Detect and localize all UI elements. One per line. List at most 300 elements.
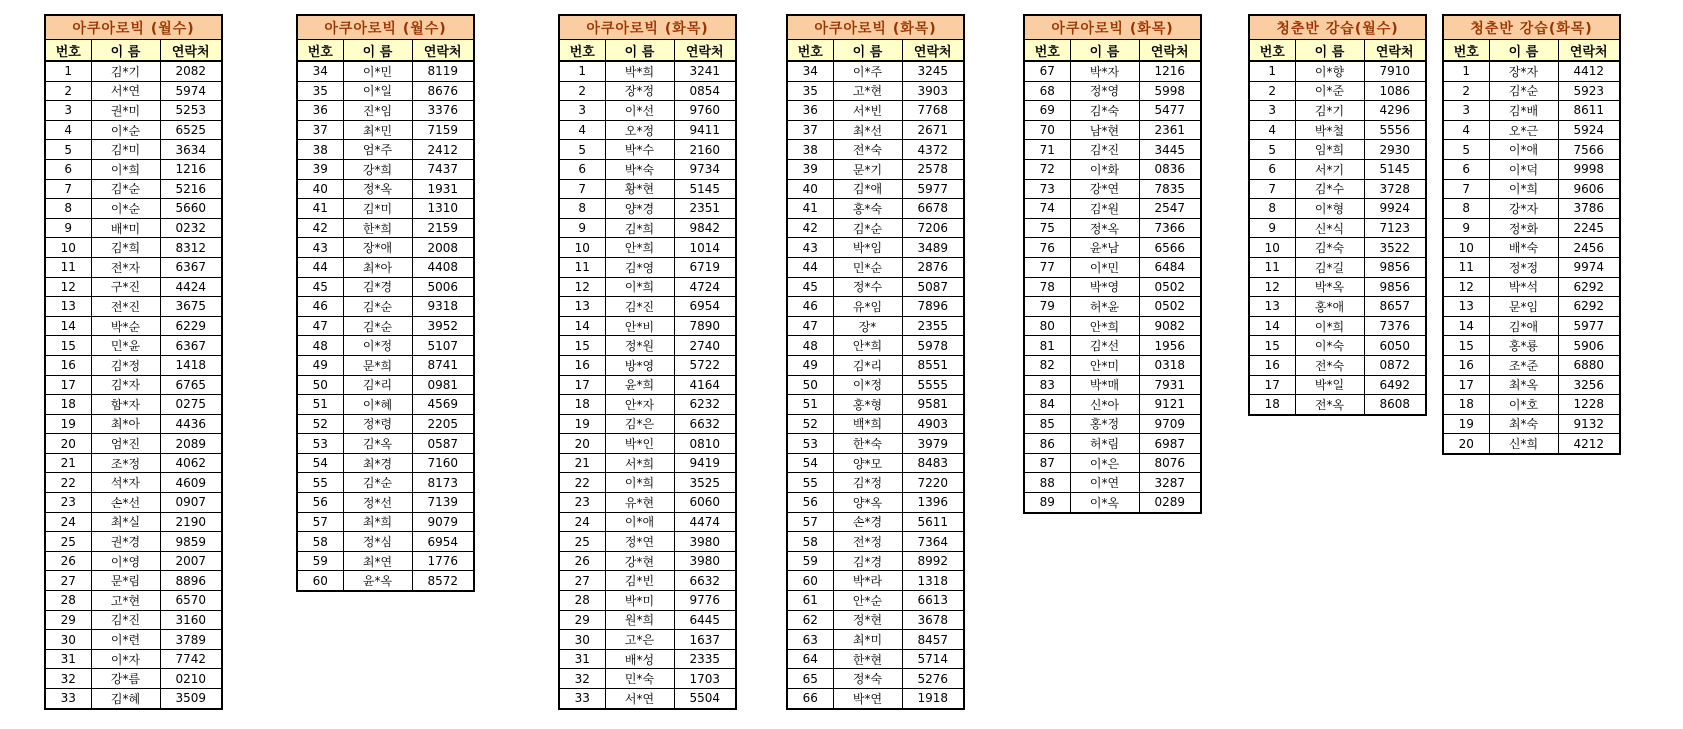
cell-number: 46 bbox=[787, 297, 833, 317]
cell-contact: 8312 bbox=[160, 238, 222, 258]
cell-number: 18 bbox=[559, 395, 605, 415]
cell-contact: 2351 bbox=[674, 199, 736, 219]
cell-number: 20 bbox=[559, 434, 605, 454]
table-row bbox=[1443, 81, 1620, 101]
col-header-number: 번호 bbox=[1024, 40, 1070, 62]
cell-number: 11 bbox=[1249, 257, 1295, 277]
cell-number: 44 bbox=[787, 257, 833, 277]
cell-name: 민*윤 bbox=[91, 336, 160, 356]
table-row bbox=[297, 277, 474, 297]
table-row bbox=[45, 375, 222, 395]
cell-number: 57 bbox=[787, 512, 833, 532]
table-row bbox=[1024, 434, 1201, 454]
cell-contact: 8608 bbox=[1364, 395, 1426, 415]
cell-number: 35 bbox=[297, 81, 343, 101]
cell-contact: 7910 bbox=[1364, 61, 1426, 81]
table-row bbox=[559, 689, 736, 709]
cell-contact: 9419 bbox=[674, 453, 736, 473]
table-row bbox=[45, 493, 222, 513]
cell-name: 윤*희 bbox=[605, 375, 674, 395]
table-row bbox=[559, 630, 736, 650]
cell-number: 51 bbox=[787, 395, 833, 415]
cell-contact: 7890 bbox=[674, 316, 736, 336]
cell-name: 최*희 bbox=[343, 512, 412, 532]
cell-number: 47 bbox=[297, 316, 343, 336]
cell-number: 45 bbox=[787, 277, 833, 297]
cell-contact: 8992 bbox=[902, 551, 964, 571]
cell-number: 37 bbox=[787, 120, 833, 140]
table-row bbox=[1024, 316, 1201, 336]
cell-number: 7 bbox=[45, 179, 91, 199]
cell-name: 정*현 bbox=[833, 610, 902, 630]
cell-name: 김*길 bbox=[1295, 257, 1364, 277]
col-header-number: 번호 bbox=[787, 40, 833, 62]
cell-number: 63 bbox=[787, 630, 833, 650]
cell-number: 2 bbox=[1443, 81, 1489, 101]
cell-name: 김*희 bbox=[91, 238, 160, 258]
cell-number: 60 bbox=[297, 571, 343, 591]
cell-number: 16 bbox=[1249, 355, 1295, 375]
cell-name: 강*희 bbox=[343, 159, 412, 179]
cell-name: 구*진 bbox=[91, 277, 160, 297]
table-row bbox=[1249, 395, 1426, 415]
table-title: 아쿠아로빅 (화목) bbox=[559, 15, 736, 40]
table-row bbox=[787, 238, 964, 258]
cell-name: 황*현 bbox=[605, 179, 674, 199]
table-row bbox=[45, 297, 222, 317]
table-row bbox=[297, 81, 474, 101]
table-row bbox=[1443, 159, 1620, 179]
cell-contact: 6954 bbox=[412, 532, 474, 552]
table-row bbox=[1249, 159, 1426, 179]
cell-number: 17 bbox=[1443, 375, 1489, 395]
cell-number: 3 bbox=[45, 101, 91, 121]
cell-name: 김*영 bbox=[605, 257, 674, 277]
table-row bbox=[559, 159, 736, 179]
cell-name: 서*희 bbox=[605, 453, 674, 473]
table-row bbox=[45, 610, 222, 630]
cell-number: 14 bbox=[559, 316, 605, 336]
cell-number: 76 bbox=[1024, 238, 1070, 258]
cell-number: 6 bbox=[1249, 159, 1295, 179]
cell-contact: 6232 bbox=[674, 395, 736, 415]
cell-contact: 9709 bbox=[1139, 414, 1201, 434]
cell-number: 21 bbox=[45, 453, 91, 473]
cell-number: 7 bbox=[559, 179, 605, 199]
col-header-contact: 연락처 bbox=[412, 40, 474, 62]
cell-contact: 5504 bbox=[674, 689, 736, 709]
cell-number: 12 bbox=[559, 277, 605, 297]
cell-name: 안*희 bbox=[833, 336, 902, 356]
cell-number: 16 bbox=[559, 355, 605, 375]
cell-contact: 4424 bbox=[160, 277, 222, 297]
table-row bbox=[1443, 199, 1620, 219]
cell-number: 74 bbox=[1024, 199, 1070, 219]
cell-number: 11 bbox=[559, 257, 605, 277]
cell-number: 29 bbox=[45, 610, 91, 630]
cell-number: 48 bbox=[297, 336, 343, 356]
cell-contact: 0587 bbox=[412, 434, 474, 454]
table-row bbox=[1443, 140, 1620, 160]
table-body bbox=[297, 61, 474, 591]
table-row bbox=[1024, 159, 1201, 179]
cell-name: 서*기 bbox=[1295, 159, 1364, 179]
table-title: 아쿠아로빅 (화목) bbox=[1024, 15, 1201, 40]
table-row bbox=[559, 81, 736, 101]
table-row bbox=[45, 414, 222, 434]
cell-contact: 3979 bbox=[902, 434, 964, 454]
cell-contact: 8551 bbox=[902, 355, 964, 375]
table-row bbox=[787, 257, 964, 277]
cell-name: 최*미 bbox=[833, 630, 902, 650]
cell-number: 26 bbox=[559, 551, 605, 571]
cell-contact: 4164 bbox=[674, 375, 736, 395]
cell-contact: 2245 bbox=[1558, 218, 1620, 238]
cell-name: 권*경 bbox=[91, 532, 160, 552]
cell-name: 이*화 bbox=[1070, 159, 1139, 179]
cell-name: 김*애 bbox=[1489, 316, 1558, 336]
cell-name: 홍*숙 bbox=[833, 199, 902, 219]
cell-number: 18 bbox=[45, 395, 91, 415]
table-row bbox=[297, 355, 474, 375]
cell-name: 장*애 bbox=[343, 238, 412, 258]
col-header-name: 이 름 bbox=[605, 40, 674, 62]
cell-name: 최*아 bbox=[91, 414, 160, 434]
cell-name: 이*애 bbox=[1489, 140, 1558, 160]
col-header-contact: 연락처 bbox=[1364, 40, 1426, 62]
cell-contact: 5276 bbox=[902, 669, 964, 689]
cell-name: 김*수 bbox=[1295, 179, 1364, 199]
cell-number: 13 bbox=[1249, 297, 1295, 317]
table-row bbox=[787, 649, 964, 669]
table-row bbox=[45, 140, 222, 160]
table-row bbox=[787, 199, 964, 219]
cell-contact: 6445 bbox=[674, 610, 736, 630]
cell-contact: 2740 bbox=[674, 336, 736, 356]
cell-name: 정*수 bbox=[833, 277, 902, 297]
cell-contact: 2547 bbox=[1139, 199, 1201, 219]
cell-number: 7 bbox=[1249, 179, 1295, 199]
table-row bbox=[1443, 434, 1620, 454]
cell-contact: 1637 bbox=[674, 630, 736, 650]
cell-number: 19 bbox=[45, 414, 91, 434]
cell-name: 장*자 bbox=[1489, 61, 1558, 81]
cell-name: 박*숙 bbox=[605, 159, 674, 179]
cell-number: 9 bbox=[559, 218, 605, 238]
cell-contact: 7896 bbox=[902, 297, 964, 317]
cell-name: 문*임 bbox=[1489, 297, 1558, 317]
cell-number: 11 bbox=[45, 257, 91, 277]
cell-contact: 4412 bbox=[1558, 61, 1620, 81]
cell-number: 8 bbox=[45, 199, 91, 219]
cell-contact: 9974 bbox=[1558, 257, 1620, 277]
cell-contact: 9859 bbox=[160, 532, 222, 552]
table-row bbox=[787, 297, 964, 317]
cell-number: 6 bbox=[559, 159, 605, 179]
cell-number: 15 bbox=[1249, 336, 1295, 356]
table-row bbox=[559, 179, 736, 199]
cell-contact: 8896 bbox=[160, 571, 222, 591]
cell-contact: 5977 bbox=[902, 179, 964, 199]
cell-name: 홍*룡 bbox=[1489, 336, 1558, 356]
cell-name: 서*연 bbox=[91, 81, 160, 101]
table-row bbox=[45, 689, 222, 709]
cell-number: 30 bbox=[45, 630, 91, 650]
cell-contact: 3980 bbox=[674, 532, 736, 552]
cell-contact: 1216 bbox=[1139, 61, 1201, 81]
cell-name: 안*희 bbox=[1070, 316, 1139, 336]
cell-number: 24 bbox=[45, 512, 91, 532]
cell-name: 허*림 bbox=[1070, 434, 1139, 454]
cell-name: 엄*주 bbox=[343, 140, 412, 160]
table-row bbox=[559, 257, 736, 277]
cell-name: 최*숙 bbox=[1489, 414, 1558, 434]
cell-contact: 0981 bbox=[412, 375, 474, 395]
table-row bbox=[559, 434, 736, 454]
table-row bbox=[559, 571, 736, 591]
table-row bbox=[1249, 375, 1426, 395]
cell-contact: 4296 bbox=[1364, 101, 1426, 121]
cell-contact: 0854 bbox=[674, 81, 736, 101]
cell-number: 17 bbox=[1249, 375, 1295, 395]
table-row bbox=[45, 630, 222, 650]
table-row bbox=[787, 630, 964, 650]
table-row bbox=[1249, 355, 1426, 375]
cell-contact: 3287 bbox=[1139, 473, 1201, 493]
table-row bbox=[559, 512, 736, 532]
table-row bbox=[1249, 61, 1426, 81]
table-row bbox=[45, 512, 222, 532]
cell-number: 49 bbox=[297, 355, 343, 375]
cell-number: 6 bbox=[1443, 159, 1489, 179]
cell-name: 안*미 bbox=[1070, 355, 1139, 375]
cell-number: 49 bbox=[787, 355, 833, 375]
cell-contact: 2930 bbox=[1364, 140, 1426, 160]
cell-name: 서*빈 bbox=[833, 101, 902, 121]
cell-number: 8 bbox=[1249, 199, 1295, 219]
cell-number: 56 bbox=[297, 493, 343, 513]
table-row bbox=[1024, 375, 1201, 395]
cell-name: 정*영 bbox=[1070, 81, 1139, 101]
cell-contact: 2361 bbox=[1139, 120, 1201, 140]
cell-contact: 3245 bbox=[902, 61, 964, 81]
cell-number: 42 bbox=[787, 218, 833, 238]
cell-contact: 3789 bbox=[160, 630, 222, 650]
table-row bbox=[787, 159, 964, 179]
cell-name: 정*옥 bbox=[343, 179, 412, 199]
cell-number: 22 bbox=[559, 473, 605, 493]
cell-contact: 7376 bbox=[1364, 316, 1426, 336]
cell-contact: 0502 bbox=[1139, 297, 1201, 317]
cell-contact: 9776 bbox=[674, 591, 736, 611]
table-row bbox=[45, 61, 222, 81]
cell-name: 이*희 bbox=[91, 159, 160, 179]
cell-number: 32 bbox=[45, 669, 91, 689]
cell-number: 88 bbox=[1024, 473, 1070, 493]
cell-number: 23 bbox=[559, 493, 605, 513]
table-row bbox=[1443, 375, 1620, 395]
col-header-name: 이 름 bbox=[1295, 40, 1364, 62]
cell-contact: 0907 bbox=[160, 493, 222, 513]
cell-name: 유*현 bbox=[605, 493, 674, 513]
cell-contact: 7366 bbox=[1139, 218, 1201, 238]
table-row bbox=[1249, 277, 1426, 297]
table-body bbox=[1249, 61, 1426, 415]
cell-contact: 9581 bbox=[902, 395, 964, 415]
table-row bbox=[787, 571, 964, 591]
cell-contact: 9132 bbox=[1558, 414, 1620, 434]
cell-number: 12 bbox=[1249, 277, 1295, 297]
cell-name: 김*경 bbox=[833, 551, 902, 571]
cell-number: 28 bbox=[559, 591, 605, 611]
cell-name: 배*성 bbox=[605, 649, 674, 669]
cell-number: 59 bbox=[297, 551, 343, 571]
table-row bbox=[1249, 140, 1426, 160]
cell-number: 10 bbox=[559, 238, 605, 258]
cell-name: 박*순 bbox=[91, 316, 160, 336]
cell-name: 고*현 bbox=[91, 591, 160, 611]
col-header-contact: 연락처 bbox=[902, 40, 964, 62]
cell-number: 5 bbox=[1443, 140, 1489, 160]
table-row bbox=[559, 414, 736, 434]
col-header-number: 번호 bbox=[45, 40, 91, 62]
cell-name: 정*옥 bbox=[1070, 218, 1139, 238]
cell-name: 서*연 bbox=[605, 689, 674, 709]
cell-number: 4 bbox=[45, 120, 91, 140]
table-row bbox=[787, 375, 964, 395]
cell-number: 14 bbox=[1443, 316, 1489, 336]
table-row bbox=[787, 473, 964, 493]
cell-number: 27 bbox=[559, 571, 605, 591]
cell-name: 김*경 bbox=[343, 277, 412, 297]
cell-number: 58 bbox=[297, 532, 343, 552]
cell-number: 7 bbox=[1443, 179, 1489, 199]
col-header-number: 번호 bbox=[1249, 40, 1295, 62]
table-row bbox=[1024, 61, 1201, 81]
cell-name: 유*임 bbox=[833, 297, 902, 317]
cell-name: 오*정 bbox=[605, 120, 674, 140]
cell-name: 김*기 bbox=[1295, 101, 1364, 121]
cell-contact: 4372 bbox=[902, 140, 964, 160]
cell-number: 1 bbox=[1443, 61, 1489, 81]
col-header-number: 번호 bbox=[297, 40, 343, 62]
roster-table-youthclass-monwed bbox=[1248, 14, 1427, 416]
cell-contact: 1703 bbox=[674, 669, 736, 689]
cell-name: 박*매 bbox=[1070, 375, 1139, 395]
table-title: 청춘반 강습(화목) bbox=[1443, 15, 1620, 40]
cell-contact: 6632 bbox=[674, 571, 736, 591]
cell-contact: 2008 bbox=[412, 238, 474, 258]
cell-name: 신*식 bbox=[1295, 218, 1364, 238]
cell-name: 이*순 bbox=[91, 120, 160, 140]
cell-contact: 9079 bbox=[412, 512, 474, 532]
cell-contact: 5722 bbox=[674, 355, 736, 375]
table-row bbox=[297, 316, 474, 336]
cell-name: 이*희 bbox=[1489, 179, 1558, 199]
col-header-contact: 연락처 bbox=[1139, 40, 1201, 62]
cell-number: 48 bbox=[787, 336, 833, 356]
cell-name: 이*선 bbox=[605, 101, 674, 121]
cell-number: 43 bbox=[297, 238, 343, 258]
table-row bbox=[45, 199, 222, 219]
cell-number: 77 bbox=[1024, 257, 1070, 277]
table-row bbox=[1024, 336, 1201, 356]
cell-name: 신*아 bbox=[1070, 395, 1139, 415]
cell-contact: 4903 bbox=[902, 414, 964, 434]
table-row bbox=[297, 218, 474, 238]
table-row bbox=[559, 336, 736, 356]
table-row bbox=[787, 434, 964, 454]
cell-contact: 9121 bbox=[1139, 395, 1201, 415]
cell-contact: 5977 bbox=[1558, 316, 1620, 336]
cell-number: 9 bbox=[1249, 218, 1295, 238]
cell-name: 김*선 bbox=[1070, 336, 1139, 356]
cell-number: 16 bbox=[1443, 355, 1489, 375]
cell-name: 김*순 bbox=[343, 473, 412, 493]
cell-contact: 2190 bbox=[160, 512, 222, 532]
table-row bbox=[1024, 199, 1201, 219]
table-row bbox=[1024, 120, 1201, 140]
cell-number: 39 bbox=[787, 159, 833, 179]
cell-number: 50 bbox=[787, 375, 833, 395]
cell-name: 김*자 bbox=[91, 375, 160, 395]
table-row bbox=[45, 257, 222, 277]
table-row bbox=[297, 434, 474, 454]
cell-name: 정*화 bbox=[1489, 218, 1558, 238]
cell-number: 12 bbox=[45, 277, 91, 297]
table-body bbox=[45, 61, 222, 709]
table-row bbox=[787, 120, 964, 140]
cell-contact: 9734 bbox=[674, 159, 736, 179]
cell-name: 이*련 bbox=[91, 630, 160, 650]
cell-contact: 9606 bbox=[1558, 179, 1620, 199]
cell-number: 67 bbox=[1024, 61, 1070, 81]
table-row bbox=[787, 493, 964, 513]
cell-contact: 6765 bbox=[160, 375, 222, 395]
table-row bbox=[1024, 453, 1201, 473]
cell-name: 정*선 bbox=[343, 493, 412, 513]
cell-name: 최*옥 bbox=[1489, 375, 1558, 395]
cell-contact: 4474 bbox=[674, 512, 736, 532]
cell-number: 36 bbox=[297, 101, 343, 121]
table-row bbox=[787, 689, 964, 709]
cell-number: 75 bbox=[1024, 218, 1070, 238]
table-row bbox=[1443, 336, 1620, 356]
cell-name: 양*모 bbox=[833, 453, 902, 473]
cell-contact: 1086 bbox=[1364, 81, 1426, 101]
table-row bbox=[787, 669, 964, 689]
cell-number: 34 bbox=[297, 61, 343, 81]
cell-number: 13 bbox=[1443, 297, 1489, 317]
cell-name: 전*정 bbox=[833, 532, 902, 552]
cell-contact: 3678 bbox=[902, 610, 964, 630]
cell-contact: 5978 bbox=[902, 336, 964, 356]
cell-name: 홍*정 bbox=[1070, 414, 1139, 434]
col-header-name: 이 름 bbox=[833, 40, 902, 62]
cell-name: 김*순 bbox=[1489, 81, 1558, 101]
cell-number: 54 bbox=[787, 453, 833, 473]
cell-name: 이*민 bbox=[343, 61, 412, 81]
cell-name: 백*희 bbox=[833, 414, 902, 434]
cell-name: 강*연 bbox=[1070, 179, 1139, 199]
cell-name: 양*옥 bbox=[833, 493, 902, 513]
cell-contact: 3489 bbox=[902, 238, 964, 258]
cell-name: 배*숙 bbox=[1489, 238, 1558, 258]
cell-contact: 5253 bbox=[160, 101, 222, 121]
cell-contact: 3903 bbox=[902, 81, 964, 101]
cell-name: 허*윤 bbox=[1070, 297, 1139, 317]
cell-number: 2 bbox=[1249, 81, 1295, 101]
